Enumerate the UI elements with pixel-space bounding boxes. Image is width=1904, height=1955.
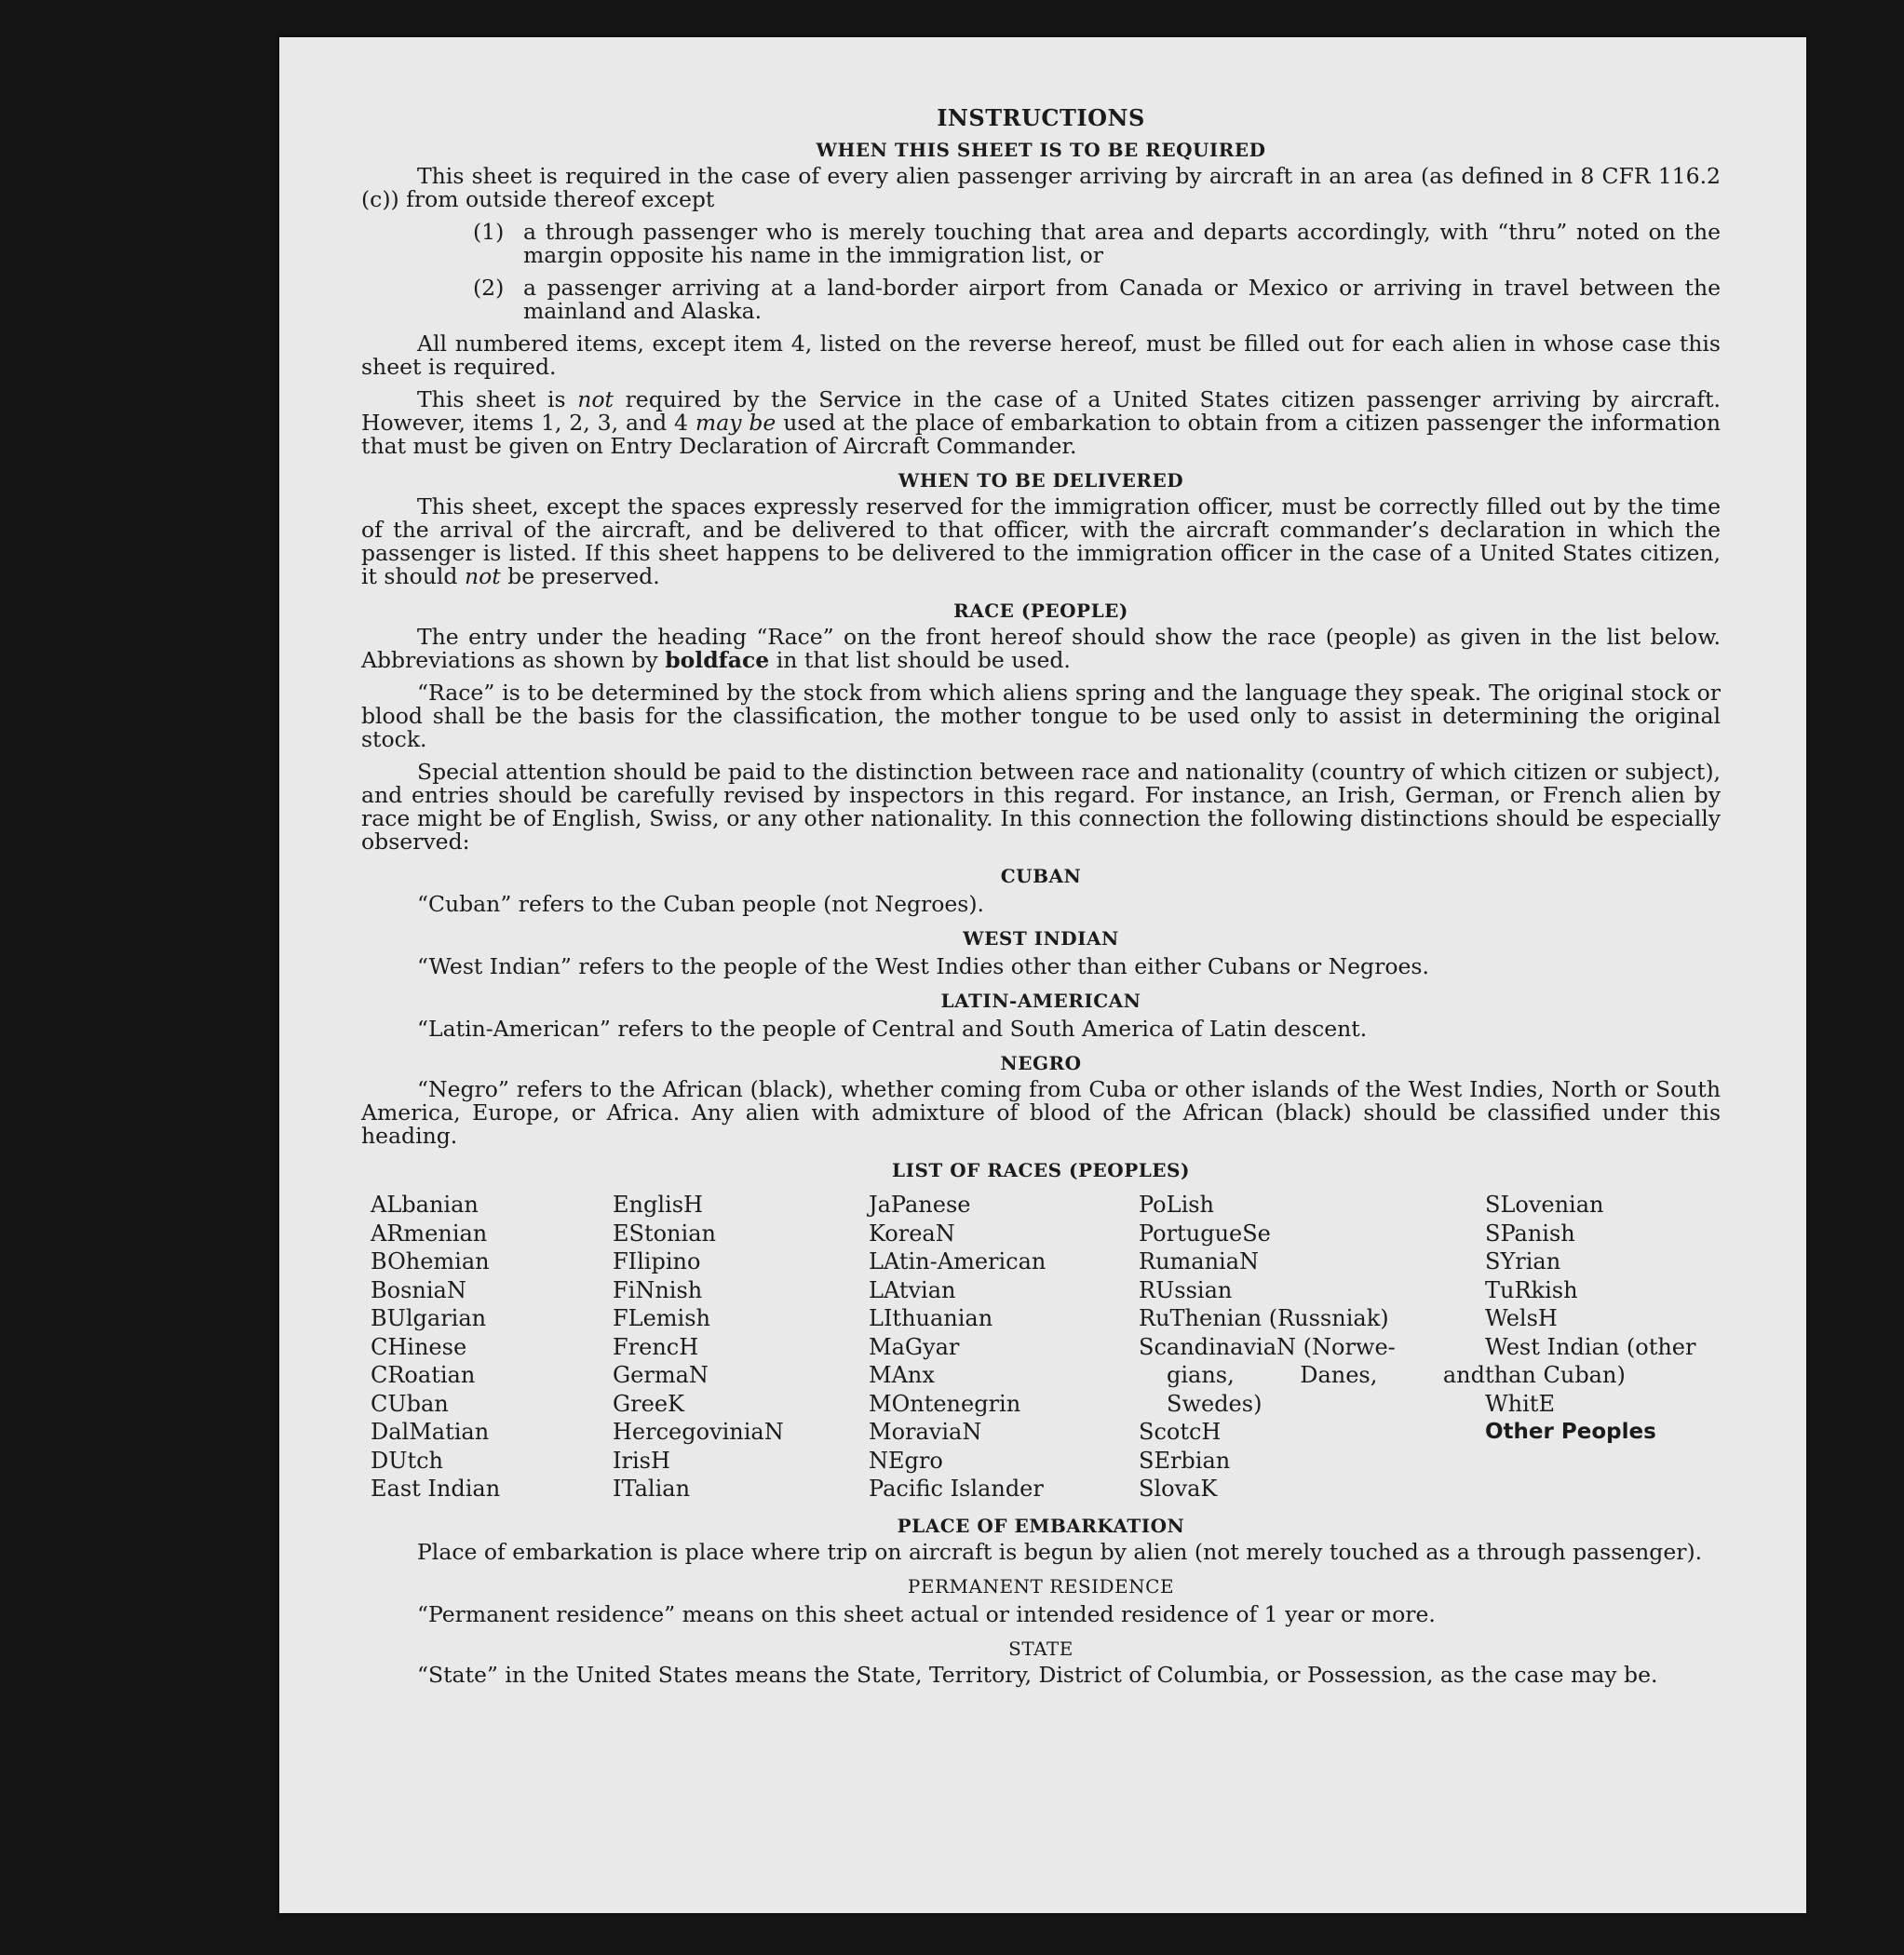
race-entry: East Indian — [371, 1476, 501, 1502]
race-entry: Pacific Islander — [869, 1476, 1044, 1502]
race-entry: ITalian — [613, 1476, 691, 1502]
race-boldface: boldface — [665, 647, 770, 673]
race-column-2 — [613, 1191, 869, 1503]
race-entry: RuThenian (Russniak) — [1139, 1305, 1389, 1331]
heading-residence: PERMANENT RESIDENCE — [907, 1574, 1175, 1598]
race-text-1a: The entry under the heading “Race” on the front hereof should show the race (people) as given in the list below. Abbreviations as shown by — [361, 624, 1721, 673]
race-entry: MOntenegrin — [869, 1390, 1021, 1417]
race-entry: ScotcH — [1139, 1419, 1222, 1445]
race-entry: BOhemian — [371, 1248, 490, 1274]
race-entry: EnglisH — [613, 1192, 703, 1218]
race-entry: SPanish — [1485, 1220, 1575, 1247]
negro-text: “Negro” refers to the African (black), whether coming from Cuba or other islands of the West Indies, North or South America, Europe, or Africa. Any alien with admixture of blood of the African (black) should be classified under this heading. — [361, 1076, 1721, 1149]
heading-west-indian: WEST INDIAN — [963, 927, 1119, 950]
race-paragraph-3: Special attention should be paid to the distinction between race and nationality (country of which citizen or subject), and entries should be carefully revised by inspectors in this regard. For instance, an Irish, German, or French alien by race might be of English, Swiss, or any other nationality. In this connection the following distinctions should be especially observed: — [361, 759, 1721, 855]
race-entry: BUlgarian — [371, 1305, 487, 1331]
race-column-1 — [371, 1191, 613, 1503]
race-entry-other-peoples: Other Peoples — [1485, 1420, 1656, 1444]
race-entry: EStonian — [613, 1220, 716, 1247]
heading-embarkation: PLACE OF EMBARKATION — [897, 1514, 1185, 1537]
race-entry: SLovenian — [1485, 1192, 1604, 1218]
citizen-paragraph — [361, 388, 1721, 458]
race-entry: SlovaK — [1139, 1476, 1218, 1502]
race-entry: FrencH — [613, 1333, 699, 1360]
race-entry: CUban — [371, 1390, 449, 1417]
race-entry: ARmenian — [371, 1220, 488, 1247]
race-entry: HercegoviniaN — [613, 1419, 784, 1445]
exception-item — [473, 221, 1721, 267]
race-entry: PortugueSe — [1139, 1220, 1271, 1247]
residence-text: “Permanent residence” means on this sheet actual or intended residence of 1 year or more. — [417, 1600, 1436, 1627]
race-entry: ALbanian — [371, 1192, 479, 1218]
state-text: “State” in the United States means the State, Territory, District of Columbia, or Possession, as the case may be. — [417, 1661, 1658, 1688]
heading-when-delivered: WHEN TO BE DELIVERED — [898, 469, 1184, 492]
race-entry-continuation: than Cuban) — [1485, 1362, 1626, 1388]
race-entry: DUtch — [371, 1447, 444, 1474]
race-entry: IrisH — [613, 1447, 670, 1474]
race-entry: NEgro — [869, 1447, 943, 1474]
exception-text: a passenger arriving at a land-border airport from Canada or Mexico or arriving in travel between the mainland and Alaska. — [523, 275, 1721, 324]
race-entry: RUssian — [1139, 1276, 1233, 1303]
heading-state: STATE — [1008, 1637, 1074, 1660]
race-entry-continuation — [1139, 1361, 1485, 1390]
race-entry: PoLish — [1139, 1192, 1215, 1218]
race-column-3 — [869, 1191, 1139, 1503]
when-required-intro: This sheet is required in the case of every alien passenger arriving by aircraft in an area (as defined in 8 CFR 116.2 (c)) from outside thereof except — [361, 163, 1721, 212]
heading-cuban: CUBAN — [1000, 865, 1082, 887]
citizen-not: not — [577, 386, 614, 412]
race-entry: GermaN — [613, 1362, 709, 1388]
delivered-paragraph — [361, 495, 1721, 588]
race-entry: WelsH — [1485, 1305, 1558, 1331]
citizen-text-2: required by the Service in the case of a United States citizen passenger arriving by aircraft. However, items 1, 2, 3, and 4 — [361, 386, 1721, 436]
race-entry: MoraviaN — [869, 1419, 982, 1445]
west-indian-text: “West Indian” refers to the people of the West Indies other than either Cubans or Negroes. — [417, 953, 1429, 979]
cuban-text: “Cuban” refers to the Cuban people (not Negroes). — [417, 891, 985, 917]
race-entry: RumaniaN — [1139, 1248, 1260, 1274]
race-entry: LAtvian — [869, 1276, 956, 1303]
race-entry: WhitE — [1485, 1390, 1555, 1417]
embarkation-text: Place of embarkation is place where trip on aircraft is begun by alien (not merely touched as a through passenger). — [417, 1538, 1703, 1565]
heading-race: RACE (PEOPLE) — [953, 600, 1128, 622]
race-entry: TuRkish — [1485, 1276, 1578, 1303]
race-entry: FIlipino — [613, 1248, 701, 1274]
delivered-text-1: This sheet, except the spaces expressly reserved for the immigration officer, must be correctly filled out by the time of the arrival of the aircraft, and be delivered to that officer, with the aircraft commander’s declaration in which the passenger is listed. If this sheet happens to be delivered to the immigration officer in the case of a United States citizen, it should — [361, 493, 1721, 589]
race-entry-word: and — [1442, 1362, 1485, 1388]
race-entry: LIthuanian — [869, 1305, 993, 1331]
race-entry: DalMatian — [371, 1419, 490, 1445]
race-entry-word: Danes, — [1300, 1362, 1378, 1388]
exception-number: (2) — [473, 275, 505, 301]
delivered-text-2: be preserved. — [507, 563, 660, 589]
citizen-may-be: may be — [695, 410, 776, 436]
race-column-5 — [1485, 1191, 1732, 1503]
race-entry: FLemish — [613, 1305, 710, 1331]
exception-number: (1) — [473, 219, 505, 245]
exception-text: a through passenger who is merely touching that area and departs accordingly, with “thru” noted on the margin opposite his name in the immigration list, or — [523, 219, 1721, 268]
race-entry: CHinese — [371, 1333, 467, 1360]
race-entry-word: gians, — [1167, 1362, 1235, 1388]
numbered-items-paragraph: All numbered items, except item 4, listed on the reverse hereof, must be filled out for each alien in whose case this sheet is required. — [361, 330, 1721, 380]
race-entry: BosniaN — [371, 1276, 466, 1303]
delivered-not: not — [464, 563, 501, 589]
race-entry: ScandinaviaN (Norwe- — [1139, 1333, 1396, 1360]
heading-negro: NEGRO — [1000, 1052, 1082, 1074]
race-entry: KoreaN — [869, 1220, 955, 1247]
race-list — [371, 1191, 1721, 1503]
race-entry-continuation: Swedes) — [1167, 1390, 1263, 1417]
race-paragraph-1 — [361, 626, 1721, 672]
page-title: INSTRUCTIONS — [937, 104, 1145, 131]
citizen-text-1: This sheet is — [417, 386, 566, 412]
race-entry: MaGyar — [869, 1333, 960, 1360]
race-entry: West Indian (other — [1485, 1333, 1696, 1360]
race-paragraph-2: “Race” is to be determined by the stock from which aliens spring and the language they speak. The original stock or blood shall be the basis for the classification, the mother tongue to be used only to assist in determining the original stock. — [361, 680, 1721, 752]
exception-item — [473, 276, 1721, 323]
race-entry: MAnx — [869, 1362, 935, 1388]
heading-list-of-races: LIST OF RACES (PEOPLES) — [892, 1159, 1190, 1181]
heading-when-required: WHEN THIS SHEET IS TO BE REQUIRED — [816, 139, 1266, 161]
race-entry: FiNnish — [613, 1276, 703, 1303]
latin-american-text: “Latin-American” refers to the people of Central and South America of Latin descent. — [417, 1016, 1368, 1042]
race-entry: CRoatian — [371, 1362, 476, 1388]
heading-latin-american: LATIN-AMERICAN — [940, 990, 1141, 1012]
race-entry: SErbian — [1139, 1447, 1231, 1474]
race-text-1c: in that list should be used. — [776, 647, 1071, 673]
race-entry: SYrian — [1485, 1248, 1561, 1274]
race-entry: LAtin-American — [869, 1248, 1047, 1274]
document-page — [279, 37, 1806, 1913]
race-column-4 — [1139, 1191, 1485, 1503]
citizen-text-3: used at the place of embarkation to obtain from a citizen passenger the information that must be given on Entry Declaration of Aircraft Commander. — [361, 410, 1721, 459]
race-entry: JaPanese — [869, 1192, 971, 1218]
race-entry: GreeK — [613, 1390, 684, 1417]
